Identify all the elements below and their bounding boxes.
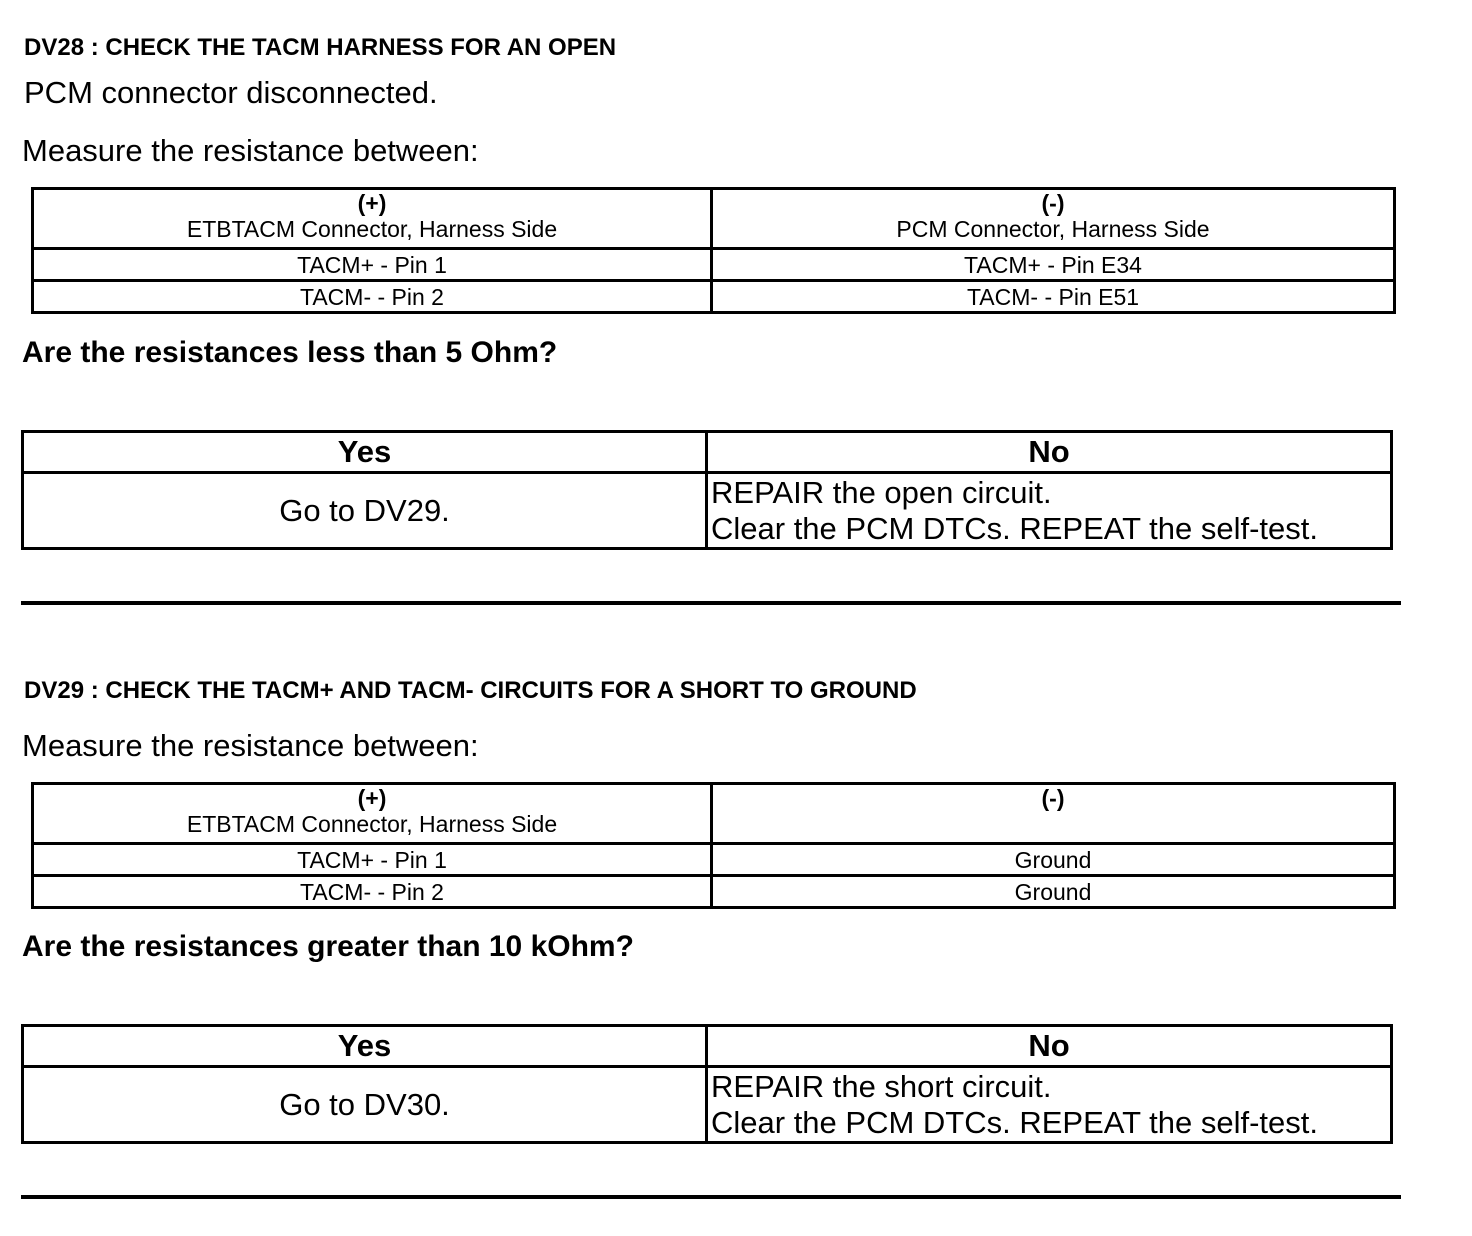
plus-label: ETBTACM Connector, Harness Side — [186, 811, 558, 837]
plus-cell: TACM- - Pin 2 — [33, 281, 712, 313]
minus-symbol: (-) — [1041, 785, 1065, 811]
measurement-header-row — [33, 189, 1395, 249]
measurement-row — [33, 876, 1395, 908]
plus-header-cell — [33, 189, 712, 249]
plus-cell: TACM+ - Pin 1 — [33, 844, 712, 876]
decision-table — [21, 430, 1393, 550]
minus-cell: Ground — [712, 876, 1395, 908]
step-question: Are the resistances less than 5 Ohm? — [22, 336, 558, 369]
decision-action-row — [23, 473, 1392, 549]
yes-action: Go to DV29. — [23, 473, 707, 549]
plus-symbol: (+) — [357, 190, 387, 216]
step-condition: PCM connector disconnected. — [24, 75, 438, 110]
minus-symbol: (-) — [1041, 190, 1065, 216]
decision-table — [21, 1024, 1393, 1144]
plus-label: ETBTACM Connector, Harness Side — [186, 216, 558, 242]
section-divider — [21, 601, 1401, 605]
minus-label: PCM Connector, Harness Side — [896, 216, 1210, 242]
step-question: Are the resistances greater than 10 kOhm? — [22, 930, 634, 963]
plus-cell: TACM- - Pin 2 — [33, 876, 712, 908]
yes-action: Go to DV30. — [23, 1067, 707, 1143]
step-instruction: Measure the resistance between: — [22, 133, 479, 168]
minus-cell: TACM- - Pin E51 — [712, 281, 1395, 313]
minus-header-cell — [712, 189, 1395, 249]
section-divider — [21, 1195, 1401, 1199]
measurement-table — [31, 782, 1396, 909]
no-action-line: Clear the PCM DTCs. REPEAT the self-test. — [711, 510, 1318, 546]
no-action-line: REPAIR the short circuit. — [711, 1068, 1052, 1104]
decision-action-row — [23, 1067, 1392, 1143]
plus-symbol: (+) — [357, 785, 387, 811]
plus-header-cell — [33, 784, 712, 844]
measurement-row — [33, 844, 1395, 876]
minus-header-cell — [712, 784, 1395, 844]
measurement-table — [31, 187, 1396, 314]
decision-header-row — [23, 432, 1392, 473]
step-title: DV29 : CHECK THE TACM+ AND TACM- CIRCUITS FOR A SHORT TO GROUND — [24, 677, 917, 704]
no-action — [707, 473, 1392, 549]
measurement-row — [33, 249, 1395, 281]
plus-cell: TACM+ - Pin 1 — [33, 249, 712, 281]
no-action — [707, 1067, 1392, 1143]
yes-header: Yes — [23, 1026, 707, 1067]
minus-cell: Ground — [712, 844, 1395, 876]
yes-header: Yes — [23, 432, 707, 473]
measurement-row — [33, 281, 1395, 313]
no-header: No — [707, 1026, 1392, 1067]
minus-cell: TACM+ - Pin E34 — [712, 249, 1395, 281]
no-action-line: REPAIR the open circuit. — [711, 474, 1052, 510]
step-title: DV28 : CHECK THE TACM HARNESS FOR AN OPEN — [24, 34, 617, 61]
no-action-line: Clear the PCM DTCs. REPEAT the self-test. — [711, 1104, 1318, 1140]
measurement-header-row — [33, 784, 1395, 844]
no-header: No — [707, 432, 1392, 473]
step-instruction: Measure the resistance between: — [22, 728, 479, 763]
decision-header-row — [23, 1026, 1392, 1067]
